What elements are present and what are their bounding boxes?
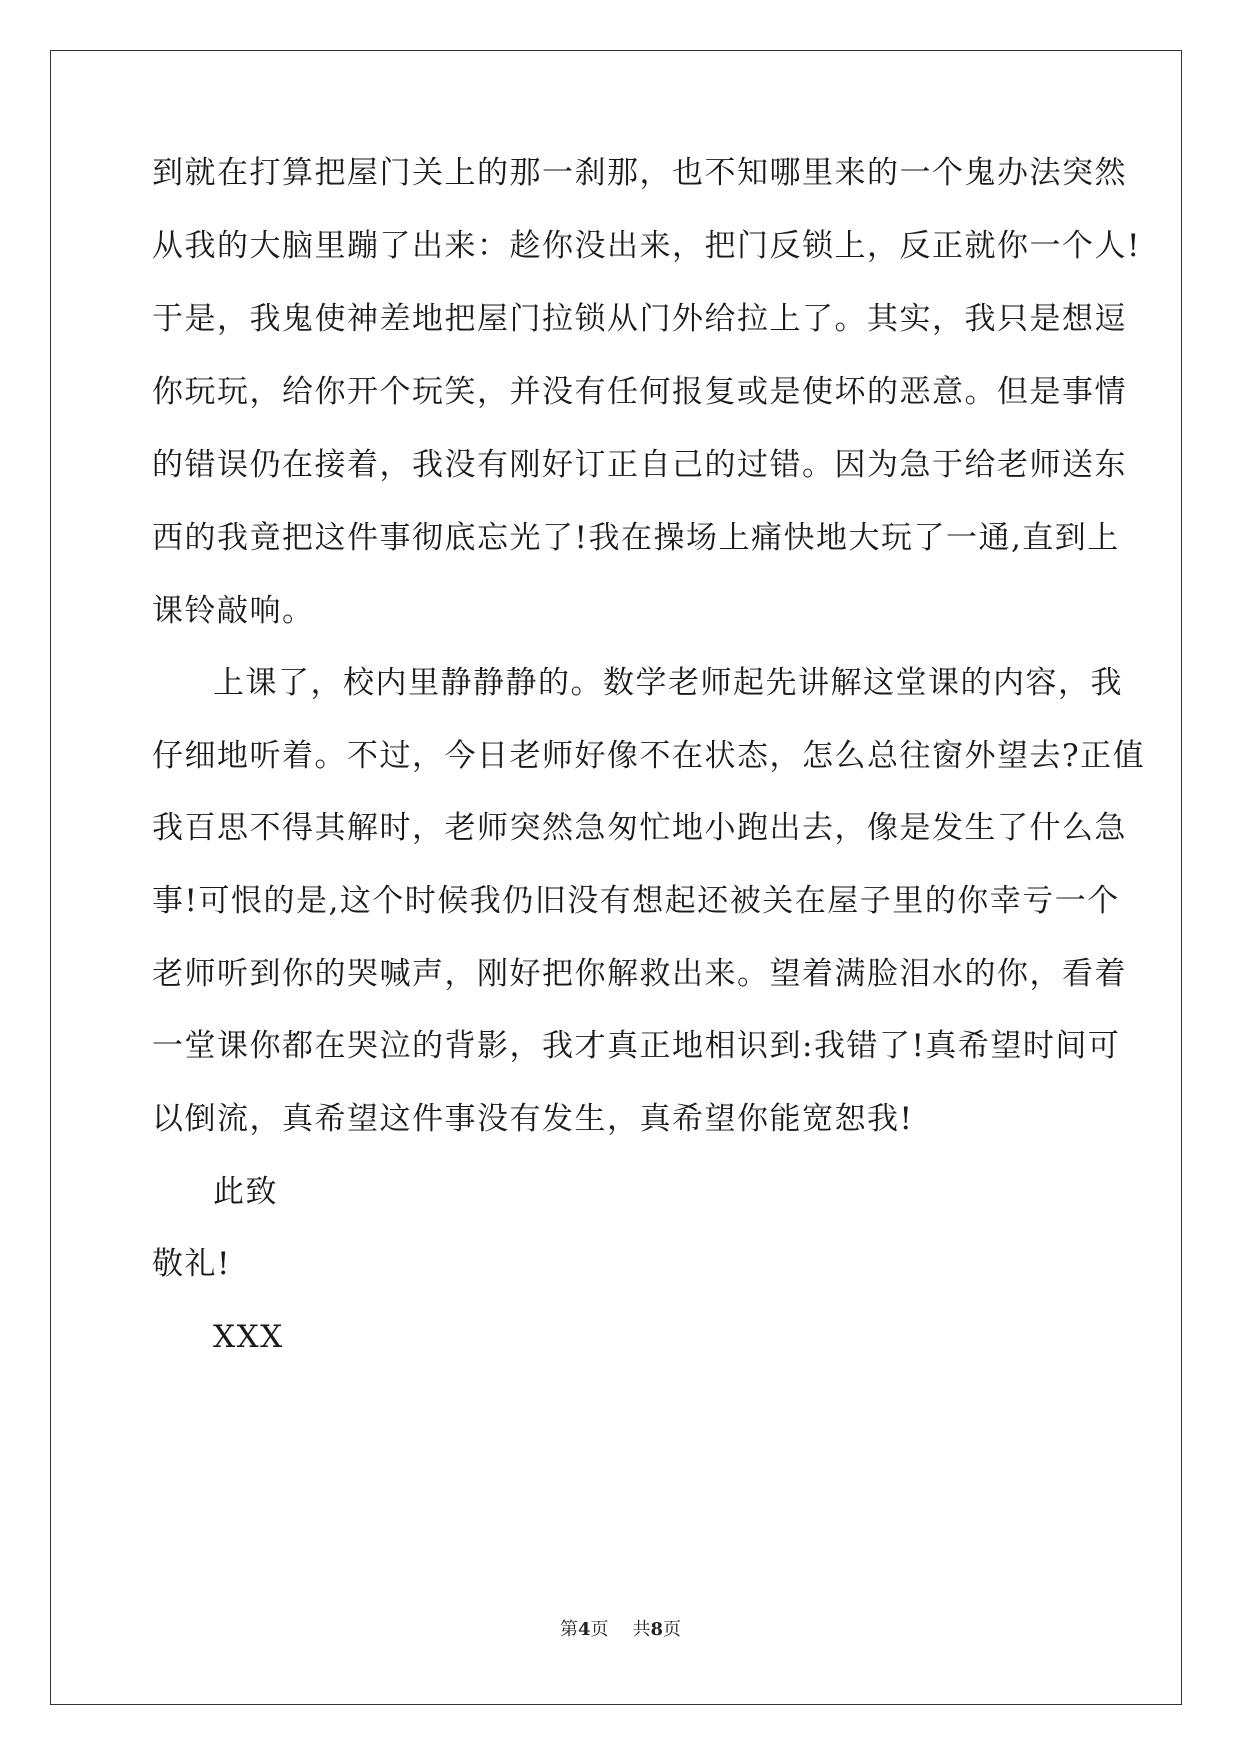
signature: XXX	[213, 1319, 284, 1355]
text-line: 的错误仍在接着，我没有刚好订正自己的过错。因为急于给老师送东	[152, 447, 1127, 483]
text-line: 上课了，校内里静静静的。数学老师起先讲解这堂课的内容，我	[213, 665, 1123, 701]
page-footer	[0, 1618, 1241, 1642]
text-line: 课铃敲响。	[152, 593, 315, 629]
closing-salutation: 此致	[213, 1174, 278, 1210]
text-line: 事!可恨的是,这个时候我仍旧没有想起还被关在屋子里的你幸亏一个	[152, 883, 1120, 919]
text-line: 老师听到你的哭喊声，刚好把你解救出来。望着满脸泪水的你，看着	[152, 956, 1127, 992]
text-line: 从我的大脑里蹦了出来：趁你没出来，把门反锁上，反正就你一个人!	[152, 228, 1141, 264]
page-unit: 页	[590, 1619, 609, 1640]
text-line: 于是，我鬼使神差地把屋门拉锁从门外给拉上了。其实，我只是想逗	[152, 301, 1127, 337]
text-line: 西的我竟把这件事彻底忘光了!我在操场上痛快地大玩了一通,直到上	[152, 520, 1120, 556]
total-prefix: 共	[632, 1619, 651, 1640]
page-current: 4	[577, 1619, 591, 1640]
page-total: 8	[650, 1619, 664, 1640]
text-line: 我百思不得其解时，老师突然急匆忙地小跑出去，像是发生了什么急	[152, 810, 1127, 846]
text-line: 你玩玩，给你开个玩笑，并没有任何报复或是使坏的恶意。但是事情	[152, 374, 1127, 410]
text-line: 以倒流，真希望这件事没有发生，真希望你能宽恕我!	[152, 1101, 914, 1137]
total-unit: 页	[663, 1619, 682, 1640]
text-line: 仔细地听着。不过，今日老师好像不在状态，怎么总往窗外望去?正值	[152, 738, 1146, 774]
closing-regards: 敬礼!	[152, 1246, 231, 1282]
page-prefix: 第	[559, 1619, 578, 1640]
text-line: 一堂课你都在哭泣的背影，我才真正地相识到:我错了!真希望时间可	[152, 1028, 1121, 1064]
text-line: 到就在打算把屋门关上的那一刹那，也不知哪里来的一个鬼办法突然	[152, 155, 1127, 191]
